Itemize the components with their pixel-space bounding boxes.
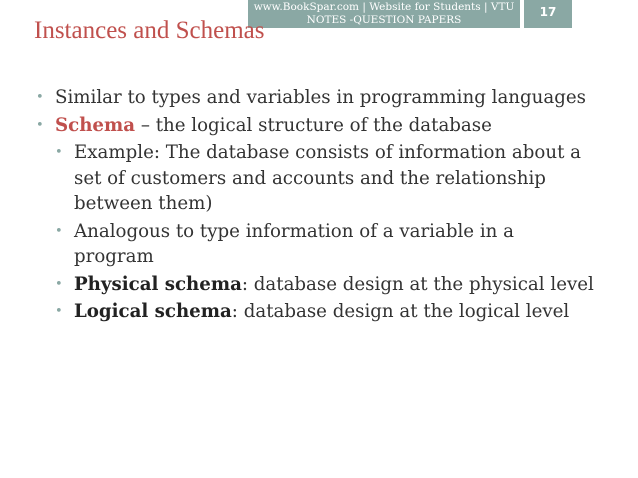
bullet-dot-icon: • bbox=[55, 223, 63, 239]
bullet-text: Example: The database consists of information about a set of customers and accounts and the relationship between them) bbox=[74, 142, 582, 214]
subbullet-analogous bbox=[55, 219, 596, 270]
logical-schema-term: Logical schema bbox=[74, 301, 232, 322]
bullet-types-variables bbox=[36, 85, 596, 111]
bullet-dot-icon: • bbox=[36, 90, 44, 105]
bullet-dot-icon: • bbox=[55, 304, 63, 319]
slide-title: Instances and Schemas bbox=[34, 17, 265, 44]
bullet-dot-icon: • bbox=[55, 145, 63, 160]
subbullet-physical-schema bbox=[55, 272, 596, 298]
slide-number: 17 bbox=[539, 5, 557, 19]
physical-schema-definition: : database design at the physical level bbox=[241, 273, 594, 295]
header-source-text bbox=[248, 1, 520, 27]
header-line-1: www.BookSpar.com | Website for Students | VTU bbox=[253, 1, 515, 13]
bullet-text: Analogous to type information of a variable in a program bbox=[74, 220, 514, 267]
subbullet-logical-schema bbox=[55, 299, 596, 325]
header-line-2: NOTES -QUESTION PAPERS bbox=[306, 14, 462, 26]
subbullet-example bbox=[55, 140, 596, 217]
schema-term: Schema bbox=[55, 114, 136, 136]
bullet-dot-icon: • bbox=[36, 117, 44, 133]
bullet-dot-icon: • bbox=[55, 276, 63, 292]
slide-content bbox=[36, 85, 596, 327]
bullet-schema bbox=[36, 113, 596, 139]
logical-schema-definition: : database design at the logical level bbox=[231, 301, 570, 322]
schema-definition: – the logical structure of the database bbox=[135, 114, 492, 136]
physical-schema-term: Physical schema bbox=[74, 273, 242, 295]
bullet-text: Similar to types and variables in programming languages bbox=[55, 87, 586, 108]
